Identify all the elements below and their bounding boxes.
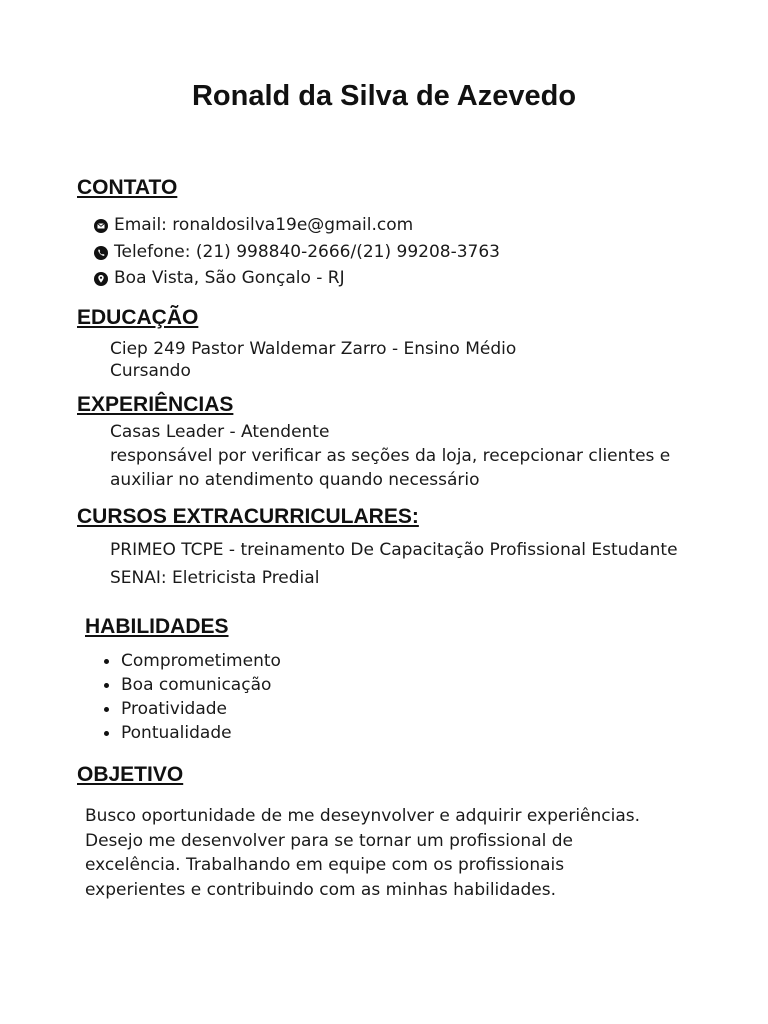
experiencias-heading: EXPERIÊNCIAS — [77, 393, 234, 416]
skill-label: Comprometimento — [121, 651, 281, 671]
experiencia-line: responsável por verificar as seções da loja, recepcionar clientes e — [110, 446, 671, 466]
objetivo-line: excelência. Trabalhando em equipe com os profissionais — [85, 855, 565, 875]
location-icon — [94, 272, 108, 286]
educacao-line: Cursando — [110, 361, 191, 381]
bullet-icon — [104, 707, 109, 712]
skill-item — [104, 698, 281, 721]
skill-item — [104, 674, 281, 697]
bullet-icon — [104, 659, 109, 664]
objetivo-heading: OBJETIVO — [77, 763, 184, 786]
objetivo-paragraph — [85, 804, 640, 902]
skill-label: Pontualidade — [121, 723, 232, 743]
contact-phone-row — [94, 241, 500, 264]
objetivo-line: Desejo me desenvolver para se tornar um profissional de — [85, 830, 573, 851]
contato-heading: CONTATO — [77, 176, 178, 199]
objetivo-line: experientes e contribuindo com as minhas habilidades. — [85, 879, 556, 900]
phone-icon — [94, 246, 108, 260]
objetivo-line: Busco oportunidade de me deseynvolver e adquirir experiências. — [85, 806, 641, 826]
bullet-icon — [104, 683, 109, 688]
skill-item — [104, 722, 281, 745]
skill-label: Boa comunicação — [121, 675, 272, 695]
skills-list — [104, 650, 281, 745]
contact-phone: Telefone: (21) 998840-2666/(21) 99208-3763 — [114, 242, 500, 262]
skill-label: Proatividade — [121, 699, 228, 719]
cursos-heading: CURSOS EXTRACURRICULARES: — [77, 505, 419, 528]
contact-location: Boa Vista, São Gonçalo - RJ — [114, 268, 345, 288]
educacao-heading: EDUCAÇÃO — [77, 306, 199, 329]
contact-email: Email: ronaldosilva19e@gmail.com — [114, 215, 414, 235]
email-icon — [94, 219, 108, 233]
experiencia-line: auxiliar no atendimento quando necessário — [110, 470, 480, 490]
experiencia-line: Casas Leader - Atendente — [110, 422, 330, 442]
skill-item — [104, 650, 281, 673]
habilidades-heading: HABILIDADES — [85, 615, 229, 638]
bullet-icon — [104, 731, 109, 736]
curso-item: SENAI: Eletricista Predial — [110, 568, 320, 588]
educacao-line: Ciep 249 Pastor Waldemar Zarro - Ensino Médio — [110, 339, 517, 359]
contact-location-row — [94, 267, 345, 290]
curso-item: PRIMEO TCPE - treinamento De Capacitação Profissional Estudante — [110, 540, 678, 560]
contact-email-row — [94, 214, 413, 237]
resume-name: Ronald da Silva de Azevedo — [191, 80, 577, 112]
